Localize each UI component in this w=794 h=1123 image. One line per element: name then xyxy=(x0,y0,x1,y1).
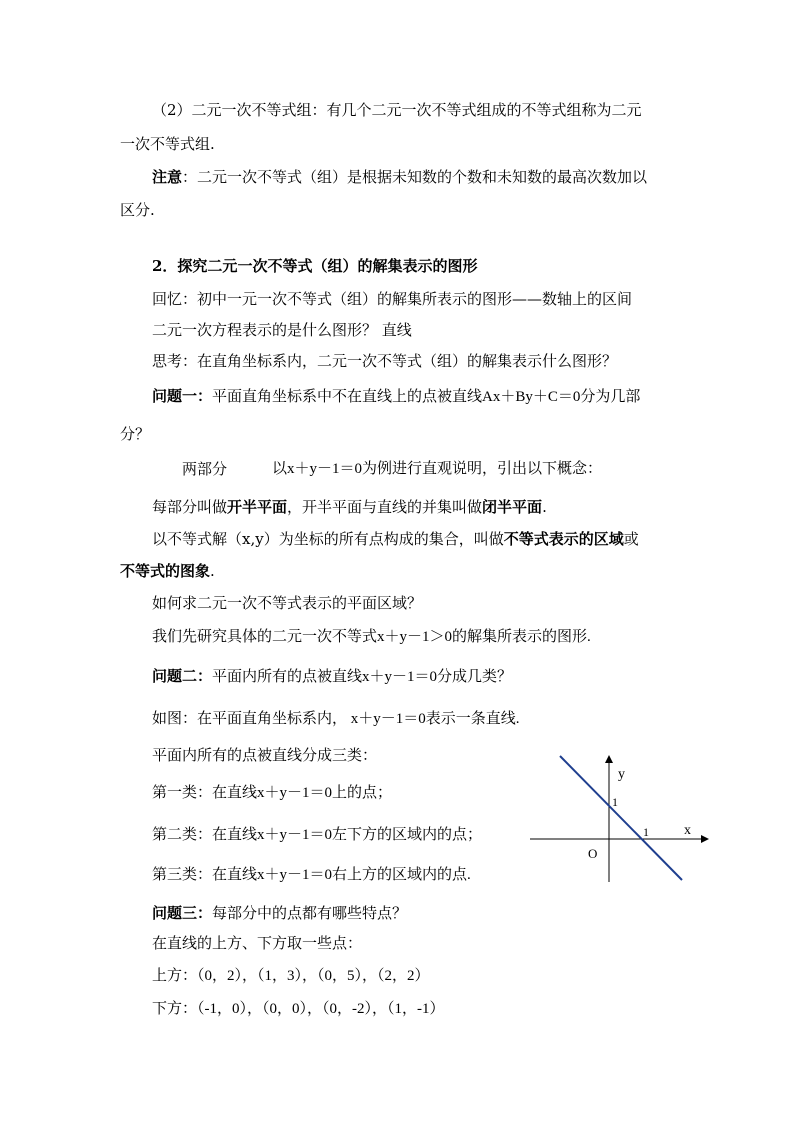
question-three xyxy=(152,903,407,923)
x-tick-label: 1 xyxy=(643,825,649,839)
region-definition-cont xyxy=(120,561,215,581)
category-line: 第一类：在直线x＋y－1＝0上的点； xyxy=(152,785,393,801)
definition-text: . xyxy=(210,562,215,580)
term-closed-half-plane: 闭半平面 xyxy=(482,498,543,516)
question-one xyxy=(152,386,640,407)
half-plane-definition xyxy=(152,497,547,517)
question-text: 平面内所有的点被直线x＋y－1＝0分成几类？ xyxy=(212,669,513,685)
note-label: 注意 xyxy=(152,168,183,186)
category-line: 第二类：在直线x＋y－1＝0左下方的区域内的点； xyxy=(152,827,483,843)
y-tick-label: 1 xyxy=(612,795,618,809)
paragraph-line: 如图：在平面直角坐标系内， x＋y－1＝0表示一条直线. xyxy=(152,711,520,727)
paragraph-line: 区分. xyxy=(120,201,155,219)
question-two xyxy=(152,666,512,687)
question-text: 平面直角坐标系中不在直线上的点被直线Ax＋By＋C＝0分为几部 xyxy=(212,389,641,405)
paragraph-line: 我们先研究具体的二元一次不等式x＋y－1＞0的解集所表示的图形. xyxy=(152,629,591,645)
answer-two-parts: 两部分 xyxy=(182,460,228,478)
term-region: 不等式表示的区域 xyxy=(503,530,624,548)
section-heading: 2．探究二元一次不等式（组）的解集表示的图形 xyxy=(152,257,478,275)
paragraph-line: （2）二元一次不等式组：有几个二元一次不等式组成的不等式组称为二元 xyxy=(152,101,642,119)
term-open-half-plane: 开半平面 xyxy=(227,498,288,516)
question-label: 问题三： xyxy=(152,904,213,922)
question-text: 每部分中的点都有哪些特点？ xyxy=(212,904,408,922)
note-line xyxy=(152,167,647,187)
points-above: 上方：（0，2），（1，3），（0，5），（2，2） xyxy=(152,968,430,984)
category-line: 第三类：在直线x＋y－1＝0右上方的区域内的点. xyxy=(152,867,471,883)
definition-text: 每部分叫做 xyxy=(152,498,228,516)
definition-text: 以不等式解（x,y）为坐标的所有点构成的集合，叫做 xyxy=(152,530,504,548)
term-graph: 不等式的图象 xyxy=(120,562,211,580)
y-axis-label: y xyxy=(618,767,625,782)
definition-text: 或 xyxy=(623,530,639,548)
paragraph-line: 回忆：初中一元一次不等式（组）的解集所表示的图形——数轴上的区间 xyxy=(152,290,633,308)
points-below: 下方：（-1，0），（0，0），（0，-2），（1，-1） xyxy=(152,1001,445,1017)
question-label: 问题一： xyxy=(152,387,213,405)
paragraph-line: 思考：在直角坐标系内，二元一次不等式（组）的解集表示什么图形？ xyxy=(152,352,618,370)
x-axis-label: x xyxy=(684,823,691,838)
origin-label: O xyxy=(588,846,598,861)
paragraph-line: 在直线的上方、下方取一些点： xyxy=(152,934,363,952)
example-line: 以x＋y－1＝0为例进行直观说明，引出以下概念： xyxy=(272,461,603,477)
paragraph-line: 平面内所有的点被直线分成三类： xyxy=(152,746,378,764)
paragraph-line: 如何求二元一次不等式表示的平面区域？ xyxy=(152,594,423,612)
definition-text: ，开半平面与直线的并集叫做 xyxy=(287,498,483,516)
paragraph-line: 二元一次方程表示的是什么图形？ 直线 xyxy=(152,321,412,339)
coordinate-graph xyxy=(520,750,720,890)
question-label: 问题二： xyxy=(152,667,213,685)
region-definition xyxy=(152,529,639,549)
definition-text: . xyxy=(542,498,547,516)
paragraph-line: 分？ xyxy=(120,425,151,443)
paragraph-line: 一次不等式组. xyxy=(120,135,215,153)
note-text: ：二元一次不等式（组）是根据未知数的个数和未知数的最高次数加以 xyxy=(182,168,648,186)
